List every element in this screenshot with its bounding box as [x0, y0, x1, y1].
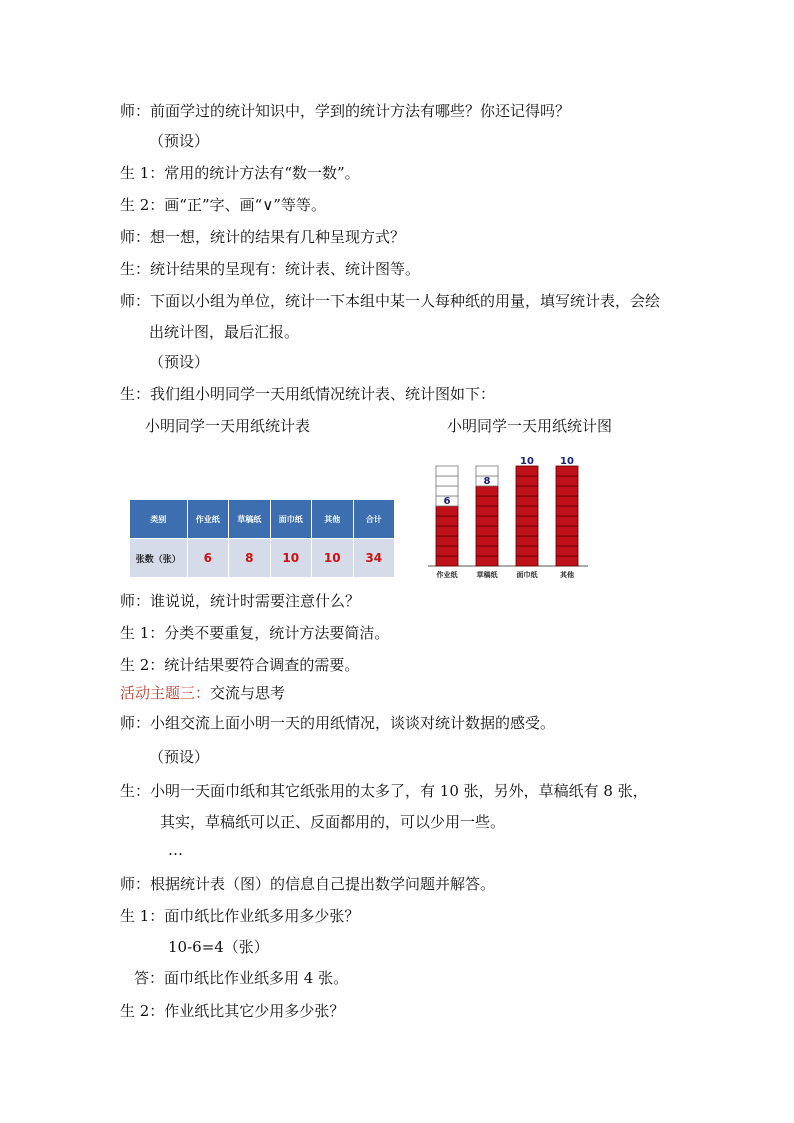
- activity-title: 交流与思考: [210, 684, 286, 702]
- bar-value-label: 8: [483, 476, 491, 487]
- student-answer-line-cont: 其实，草稿纸可以正、反面都用的，可以少用一些。: [160, 813, 506, 831]
- table-row-label: 张数（张）: [130, 539, 187, 578]
- bar-value-label: 6: [443, 496, 451, 507]
- bar-cell-filled: [556, 496, 578, 506]
- bar-cell-empty: [436, 466, 458, 476]
- bar-cell-filled: [516, 506, 538, 516]
- usage-stat-table: [130, 500, 395, 578]
- bar-cell-empty: [476, 466, 498, 476]
- table-header-cell: 合计: [353, 500, 395, 539]
- bar-cell-filled: [516, 516, 538, 526]
- bar-cell-filled: [436, 506, 458, 516]
- bar-cell-filled: [556, 546, 578, 556]
- bar-cell-filled: [516, 466, 538, 476]
- bar-cell-filled: [556, 516, 578, 526]
- bar-cell-filled: [556, 556, 578, 566]
- bar-cell-filled: [556, 506, 578, 516]
- student-answer-line: 生：我们组小明同学一天用纸情况统计表、统计图如下：: [120, 385, 496, 403]
- bar-cell-filled: [556, 466, 578, 476]
- table-caption: 小明同学一天用纸统计表: [145, 417, 311, 435]
- student-answer-line: 生 1：分类不要重复，统计方法要简洁。: [120, 624, 390, 642]
- table-cell: 34: [353, 539, 395, 578]
- category-tick-label: 其他: [560, 571, 574, 579]
- chart-caption: 小明同学一天用纸统计图: [447, 417, 613, 435]
- preset-label: （预设）: [149, 748, 210, 766]
- bar-cell-filled: [436, 526, 458, 536]
- usage-bar-chart: [428, 450, 588, 582]
- student-answer-line: 生 1：常用的统计方法有“数一数”。: [120, 164, 360, 182]
- answer-line: 答：面巾纸比作业纸多用 4 张。: [134, 969, 349, 987]
- table-header-cell: 其他: [312, 500, 354, 539]
- bar-cell-filled: [556, 486, 578, 496]
- activity-label: 活动主题三：: [120, 684, 211, 702]
- bar-cell-filled: [516, 526, 538, 536]
- bar-cell-filled: [476, 556, 498, 566]
- bar-cell-filled: [476, 526, 498, 536]
- bar-cell-filled: [556, 476, 578, 486]
- table-cell: 8: [229, 539, 271, 578]
- student-answer-line: 生：统计结果的呈现有：统计表、统计图等。: [120, 260, 421, 278]
- bar-cell-filled: [436, 556, 458, 566]
- student-answer-line: 生：小明一天面巾纸和其它纸张用的太多了，有 10 张，另外，草稿纸有 8 张，: [120, 782, 648, 800]
- activity-heading: [120, 683, 285, 703]
- bar-cell-filled: [516, 486, 538, 496]
- bar-cell-filled: [516, 556, 538, 566]
- student-answer-line: 生 2：统计结果要符合调查的需要。: [120, 656, 360, 674]
- bar-cell-filled: [476, 516, 498, 526]
- preset-label: （预设）: [149, 132, 210, 150]
- calculation-line: 10-6=4（张）: [168, 938, 269, 956]
- table-row: [130, 539, 395, 578]
- table-cell: 10: [312, 539, 354, 578]
- student-question-line: 生 1：面巾纸比作业纸多用多少张？: [120, 907, 360, 925]
- teacher-instruction-line: 师：根据统计表（图）的信息自己提出数学问题并解答。: [120, 875, 496, 893]
- bar-cell-filled: [476, 486, 498, 496]
- bar-cell-filled: [516, 536, 538, 546]
- bar-cell-filled: [436, 536, 458, 546]
- teacher-instruction-line: 师：小组交流上面小明一天的用纸情况，谈谈对统计数据的感受。: [120, 714, 556, 732]
- bar-cell-filled: [476, 536, 498, 546]
- bar-cell-filled: [516, 476, 538, 486]
- table-header-cell: 面巾纸: [270, 500, 312, 539]
- preset-label: （预设）: [149, 353, 210, 371]
- teacher-instruction-line: 师：下面以小组为单位，统计一下本组中某一人每种纸的用量，填写统计表，会绘: [120, 292, 661, 310]
- bar-cell-empty: [436, 476, 458, 486]
- bar-cell-filled: [516, 496, 538, 506]
- teacher-question-line: 师：想一想，统计的结果有几种呈现方式？: [120, 228, 406, 246]
- bar-cell-filled: [436, 546, 458, 556]
- bar-value-label: 10: [560, 456, 574, 467]
- teacher-question-line: 师：前面学过的统计知识中，学到的统计方法有哪些？你还记得吗？: [120, 102, 571, 120]
- category-tick-label: 草稿纸: [476, 571, 498, 579]
- teacher-question-line: 师：谁说说，统计时需要注意什么？: [120, 592, 361, 610]
- bar-cell-filled: [556, 526, 578, 536]
- bar-cell-empty: [436, 486, 458, 496]
- ellipsis: …: [168, 841, 183, 859]
- table-header-cell: 作业纸: [187, 500, 229, 539]
- table-header-row: [130, 500, 395, 539]
- category-tick-label: 作业纸: [436, 571, 458, 579]
- student-answer-line: 生 2：画“正”字、画“∨”等等。: [120, 196, 326, 214]
- bar-cell-filled: [476, 506, 498, 516]
- bar-cell-filled: [516, 546, 538, 556]
- student-question-line: 生 2：作业纸比其它少用多少张？: [120, 1002, 345, 1020]
- bar-cell-filled: [556, 536, 578, 546]
- table-header-cell: 草稿纸: [229, 500, 271, 539]
- table-header-cell: 类别: [130, 500, 187, 539]
- teacher-instruction-line-cont: 出统计图，最后汇报。: [149, 323, 300, 341]
- bar-cell-filled: [436, 516, 458, 526]
- bar-cell-filled: [476, 496, 498, 506]
- bar-cell-filled: [476, 546, 498, 556]
- category-tick-label: 面巾纸: [516, 571, 538, 579]
- bar-value-label: 10: [520, 456, 534, 467]
- table-cell: 10: [270, 539, 312, 578]
- table-cell: 6: [187, 539, 229, 578]
